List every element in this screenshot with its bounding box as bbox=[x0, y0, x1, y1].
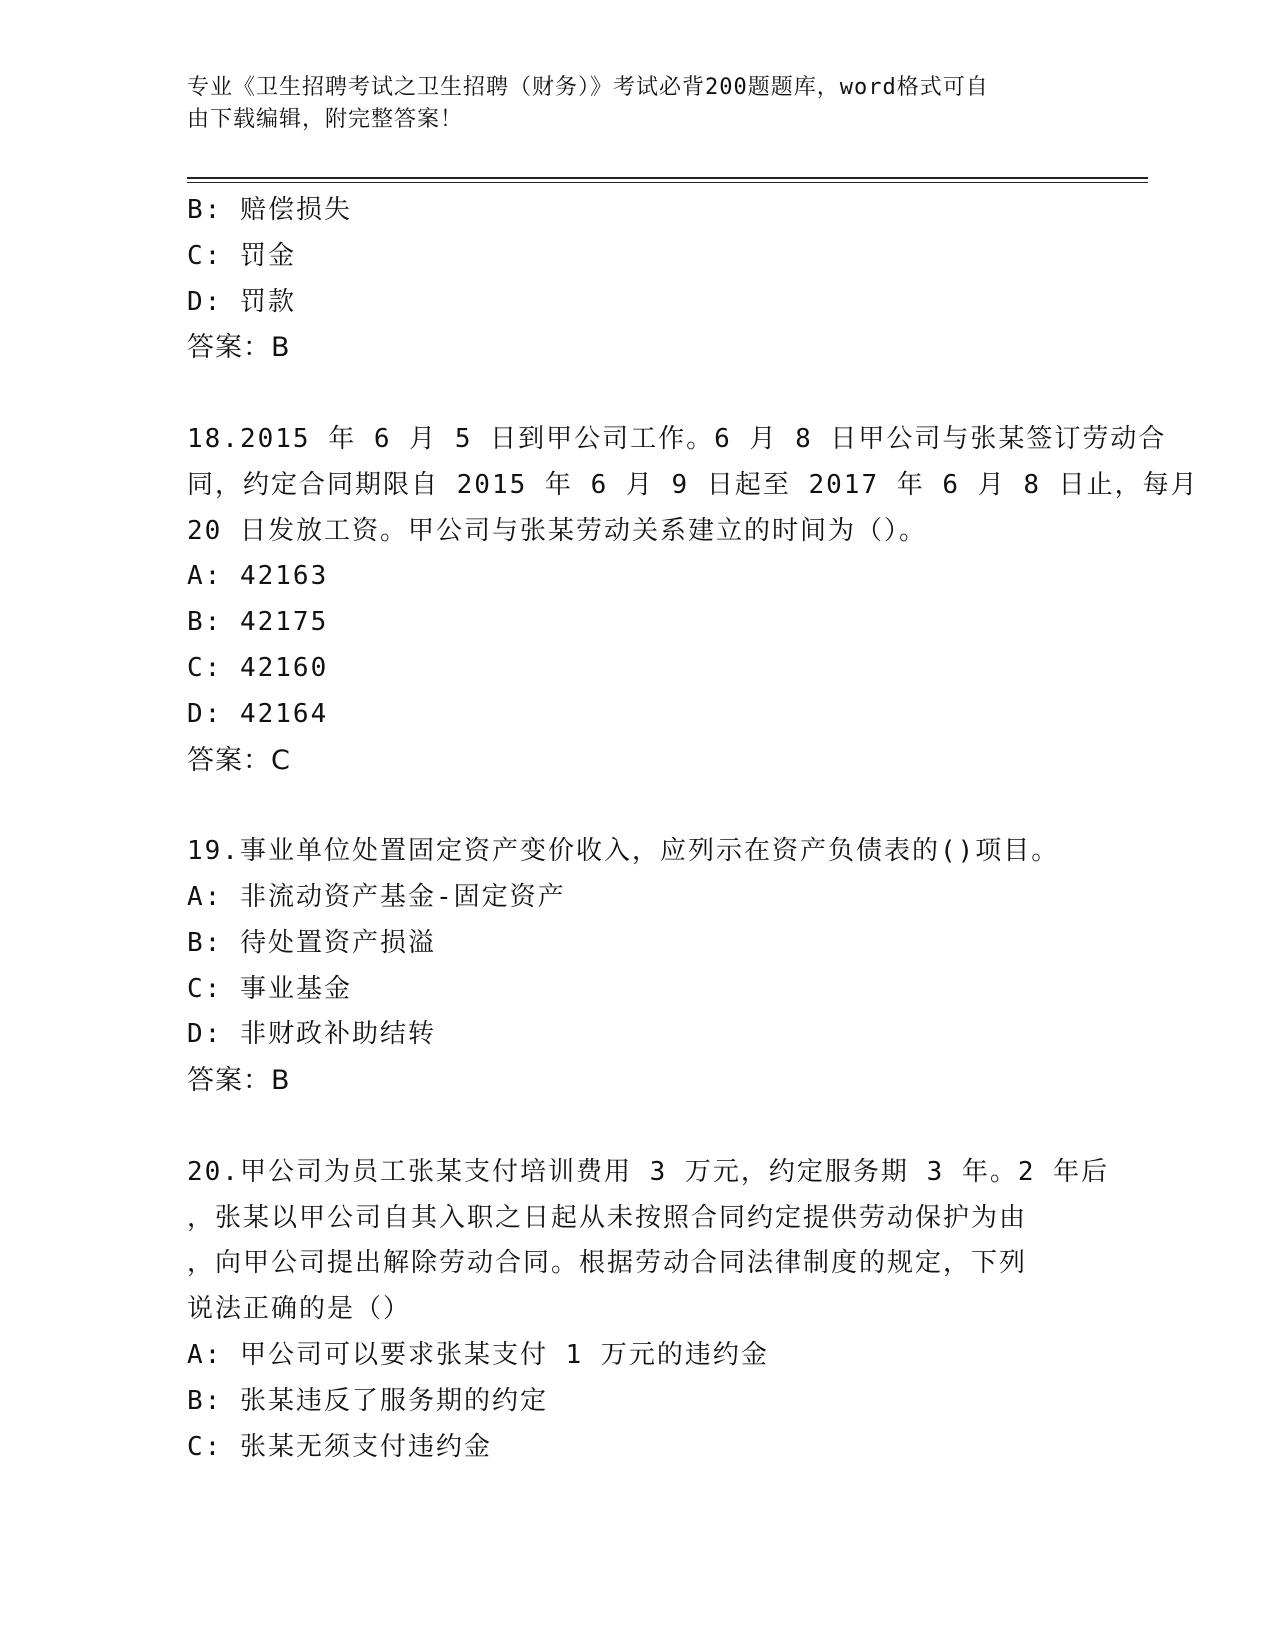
option-d: D: 42164 bbox=[187, 698, 329, 729]
question-list bbox=[187, 188, 1199, 1470]
question-stem-line: ，张某以甲公司自其入职之日起从未按照合同约定提供劳动保护为由 bbox=[187, 1202, 1028, 1233]
question-stem-line: 19.事业单位处置固定资产变价收入，应列示在资产负债表的()项目。 bbox=[187, 836, 1060, 867]
document-header bbox=[187, 72, 1067, 136]
question-stem-line: ，向甲公司提出解除劳动合同。根据劳动合同法律制度的规定，下列 bbox=[187, 1248, 1028, 1279]
option-a: A: 非流动资产基金-固定资产 bbox=[187, 881, 566, 912]
header-line-2: 由下载编辑，附完整答案！ bbox=[187, 107, 464, 132]
header-rule-thin bbox=[187, 182, 1148, 183]
option-a: A: 甲公司可以要求张某支付 1 万元的违约金 bbox=[187, 1339, 769, 1370]
question-stem-line: 同，约定合同期限自 2015 年 6 月 9 日起至 2017 年 6 月 8 日止，每月 bbox=[187, 469, 1199, 500]
answer: 答案：B bbox=[187, 332, 291, 364]
option-d: D: 罚款 bbox=[187, 286, 296, 317]
option-c: C: 事业基金 bbox=[187, 973, 352, 1004]
question-17 bbox=[187, 188, 1087, 371]
option-a: A: 42163 bbox=[187, 561, 329, 592]
question-stem-line: 20 日发放工资。甲公司与张某劳动关系建立的时间为（）。 bbox=[187, 515, 927, 546]
option-c: C: 42160 bbox=[187, 652, 329, 683]
header-line-1: 专业《卫生招聘考试之卫生招聘（财务）》考试必背200题题库，word格式可自 bbox=[187, 75, 989, 100]
option-b: B: 张某违反了服务期的约定 bbox=[187, 1385, 548, 1416]
option-c: C: 罚金 bbox=[187, 240, 296, 271]
option-b: B: 待处置资产损溢 bbox=[187, 927, 436, 958]
question-20 bbox=[187, 1150, 1110, 1471]
option-b: B: 42175 bbox=[187, 607, 329, 638]
question-19 bbox=[187, 829, 1087, 1104]
question-stem-line: 18.2015 年 6 月 5 日到甲公司工作。6 月 8 日甲公司与张某签订劳动合 bbox=[187, 423, 1167, 454]
spacer bbox=[187, 1104, 1087, 1150]
answer: 答案：C bbox=[187, 744, 291, 776]
option-b: B: 赔偿损失 bbox=[187, 195, 352, 225]
option-d: D: 非财政补助结转 bbox=[187, 1019, 436, 1050]
header-rule-thick bbox=[187, 177, 1148, 179]
question-18 bbox=[187, 417, 1199, 783]
question-stem-line: 20.甲公司为员工张某支付培训费用 3 万元，约定服务期 3 年。2 年后 bbox=[187, 1156, 1110, 1187]
answer: 答案：B bbox=[187, 1065, 291, 1097]
question-stem-line: 说法正确的是（） bbox=[187, 1294, 412, 1325]
spacer bbox=[187, 783, 1087, 829]
spacer bbox=[187, 371, 1087, 417]
option-c: C: 张某无须支付违约金 bbox=[187, 1431, 492, 1462]
